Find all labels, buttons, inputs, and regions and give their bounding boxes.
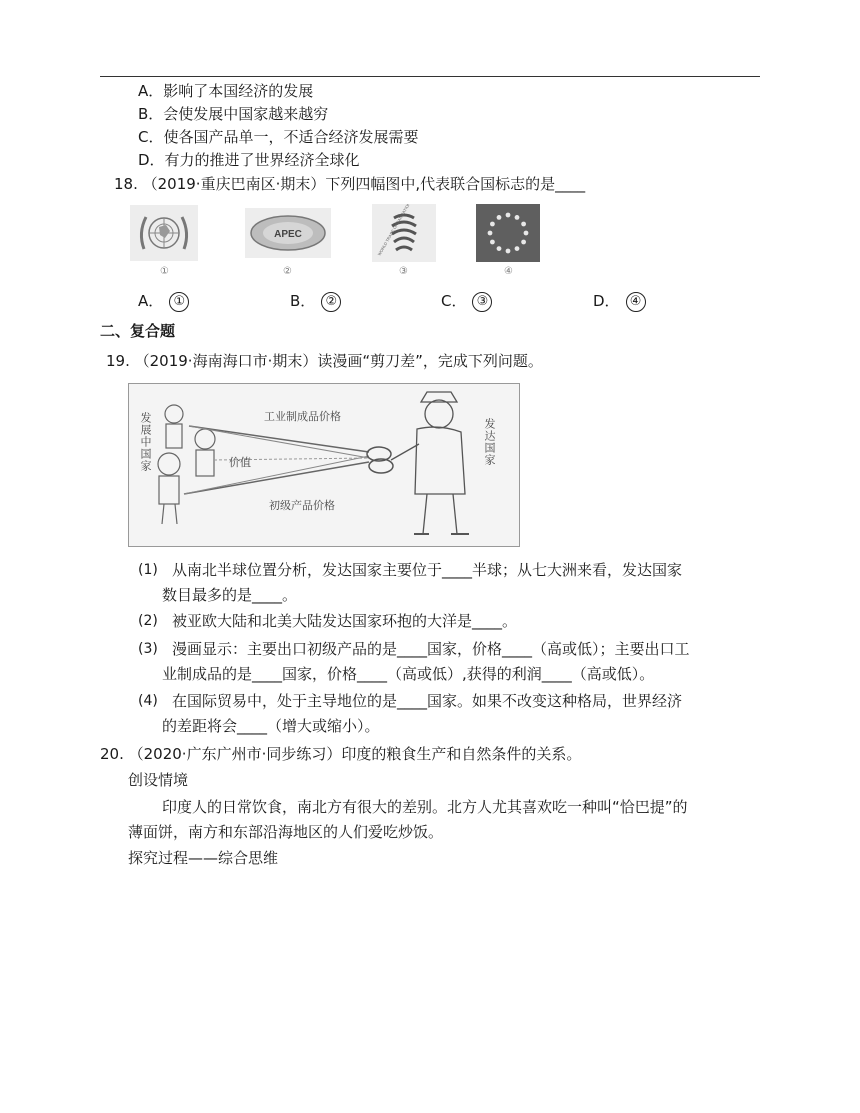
logo-caption-2: ② [283, 266, 292, 277]
q20-paragraph-line1: 印度人的日常饮食，南北方有很大的差别。北方人尤其喜欢吃一种叫“恰巴提”的 [162, 798, 688, 816]
eu-star-icon [506, 249, 511, 254]
q17-option-d: D．有力的推进了世界经济全球化 [138, 151, 360, 169]
q17-option-b: B．会使发展中国家越来越穷 [138, 105, 329, 123]
eu-star-icon [521, 222, 526, 227]
logo-caption-3: ③ [399, 266, 408, 277]
wto-logo-image [372, 204, 436, 262]
q19-sub4-number: (4) [138, 693, 158, 709]
developing-countries-label: 发展中国家 [139, 412, 152, 472]
eu-star-icon [506, 213, 511, 218]
q18-answer-b [290, 290, 341, 312]
wto-logo-text: WORLD TRADE ORGANIZATION [376, 204, 412, 257]
q18-answer-c [441, 290, 492, 312]
q18-answer-d [593, 290, 646, 312]
answer-mark: ① [169, 292, 189, 312]
q18-stem: 18. （2019·重庆巴南区·期末）下列四幅图中,代表联合国标志的是____ [114, 175, 586, 193]
q20-paragraph-line2: 薄面饼，南方和东部沿海地区的人们爱吃炒饭。 [128, 823, 444, 841]
value-label: 价值 [229, 456, 251, 469]
section-title: 二、复合题 [100, 322, 176, 340]
q19-sub3-line2: 业制成品的是____国家，价格____（高或低）,获得的利润____（高或低）。 [162, 665, 655, 683]
logo-caption-4: ④ [504, 266, 513, 277]
answer-letter: B． [290, 292, 316, 310]
industrial-price-label: 工业制成品价格 [264, 410, 341, 423]
scissors-gap-cartoon [128, 383, 520, 547]
answer-letter: D． [593, 292, 620, 310]
eu-star-icon [490, 240, 495, 245]
q20-heading-process: 探究过程——综合思维 [128, 849, 279, 867]
eu-star-icon [488, 231, 493, 236]
eu-star-icon [497, 215, 502, 220]
un-logo-image [130, 205, 198, 261]
developed-countries-label: 发达国家 [483, 418, 496, 466]
eu-star-icon [515, 215, 520, 220]
eu-star-icon [515, 246, 520, 251]
apec-logo-text: APEC [274, 229, 302, 240]
q19-sub4-line2: 的差距将会____（增大或缩小）。 [162, 717, 380, 735]
q19-sub3-number: (3) [138, 641, 158, 657]
answer-mark: ④ [626, 292, 646, 312]
logo-caption-1: ① [160, 266, 169, 277]
apec-logo-image [245, 208, 331, 258]
eu-logo-image [476, 204, 540, 262]
q19-sub4-line1: 在国际贸易中，处于主导地位的是____国家。如果不改变这种格局，世界经济 [172, 692, 683, 710]
eu-star-icon [497, 246, 502, 251]
q20-heading-scenario: 创设情境 [128, 771, 189, 789]
eu-star-icon [490, 222, 495, 227]
q19-sub1-line1: 从南北半球位置分析，发达国家主要位于____半球；从七大洲来看，发达国家 [172, 561, 683, 579]
answer-letter: A． [138, 292, 164, 310]
q19-sub2-line1: 被亚欧大陆和北美大陆发达国家环抱的大洋是____。 [172, 612, 518, 630]
answer-mark: ② [321, 292, 341, 312]
q17-option-a: A．影响了本国经济的发展 [138, 82, 314, 100]
eu-star-icon [521, 240, 526, 245]
q19-stem: 19. （2019·海南海口市·期末）读漫画“剪刀差”，完成下列问题。 [106, 352, 543, 370]
q18-answer-a [138, 290, 189, 312]
q19-sub2-number: (2) [138, 613, 158, 629]
q20-stem: 20. （2020·广东广州市·同步练习）印度的粮食生产和自然条件的关系。 [100, 745, 582, 763]
q19-sub1-line2: 数目最多的是____。 [162, 586, 298, 604]
header-rule [100, 76, 760, 77]
q17-option-c: C．使各国产品单一，不适合经济发展需要 [138, 128, 419, 146]
q19-sub3-line1: 漫画显示：主要出口初级产品的是____国家，价格____（高或低）；主要出口工 [172, 640, 690, 658]
primary-price-label: 初级产品价格 [269, 499, 335, 512]
answer-mark: ③ [472, 292, 492, 312]
q19-sub1-number: (1) [138, 562, 158, 578]
answer-letter: C． [441, 292, 467, 310]
eu-star-icon [524, 231, 529, 236]
